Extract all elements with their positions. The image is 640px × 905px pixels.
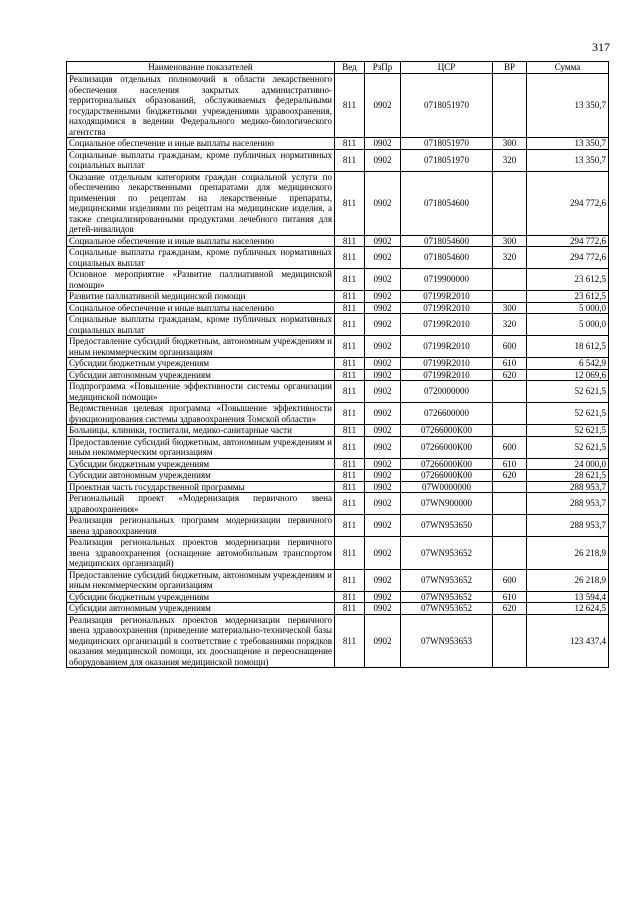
cell-rzpr: 0902 — [365, 302, 401, 314]
header-rzpr: РзПр — [365, 62, 401, 74]
cell-sum: 52 621,5 — [527, 425, 609, 437]
cell-ved: 811 — [335, 481, 365, 493]
cell-csr: 07266000К00 — [401, 470, 493, 482]
table-row — [67, 493, 609, 515]
cell-vr: 300 — [493, 235, 527, 247]
cell-rzpr: 0902 — [365, 381, 401, 403]
cell-ved: 811 — [335, 74, 365, 138]
cell-name: Субсидии автономным учреждениям — [67, 603, 335, 615]
cell-csr: 07266000К00 — [401, 425, 493, 437]
cell-sum: 294 772,6 — [527, 171, 609, 235]
cell-sum: 123 437,4 — [527, 614, 609, 668]
table-row — [67, 470, 609, 482]
cell-ved: 811 — [335, 138, 365, 150]
table-body — [67, 74, 609, 668]
table-row — [67, 369, 609, 381]
cell-ved: 811 — [335, 403, 365, 425]
cell-ved: 811 — [335, 614, 365, 668]
cell-vr: 320 — [493, 314, 527, 336]
cell-name: Социальные выплаты гражданам, кроме публичных нормативных социальных выплат — [67, 149, 335, 171]
budget-table — [66, 61, 609, 668]
table-row — [67, 436, 609, 458]
cell-vr — [493, 74, 527, 138]
cell-csr: 0720000000 — [401, 381, 493, 403]
cell-name: Проектная часть государственной программы — [67, 481, 335, 493]
cell-sum: 12 069,6 — [527, 369, 609, 381]
cell-name: Социальное обеспечение и иные выплаты населению — [67, 302, 335, 314]
table-row — [67, 403, 609, 425]
table-row — [67, 171, 609, 235]
cell-rzpr: 0902 — [365, 314, 401, 336]
cell-csr: 0718054600 — [401, 171, 493, 235]
cell-vr: 620 — [493, 470, 527, 482]
cell-vr: 620 — [493, 603, 527, 615]
cell-vr: 620 — [493, 369, 527, 381]
cell-vr: 320 — [493, 149, 527, 171]
cell-csr: 07WN953652 — [401, 591, 493, 603]
cell-ved: 811 — [335, 235, 365, 247]
cell-ved: 811 — [335, 302, 365, 314]
cell-sum: 12 624,5 — [527, 603, 609, 615]
cell-name: Предоставление субсидий бюджетным, автономным учреждениям и иным некоммерческим организациям — [67, 569, 335, 591]
table-row — [67, 149, 609, 171]
cell-rzpr: 0902 — [365, 291, 401, 303]
cell-csr: 07266000К00 — [401, 458, 493, 470]
table-row — [67, 138, 609, 150]
cell-vr: 610 — [493, 458, 527, 470]
cell-vr: 610 — [493, 358, 527, 370]
cell-ved: 811 — [335, 537, 365, 570]
cell-rzpr: 0902 — [365, 336, 401, 358]
table-row — [67, 314, 609, 336]
cell-rzpr: 0902 — [365, 458, 401, 470]
cell-sum: 28 621,5 — [527, 470, 609, 482]
cell-sum: 13 350,7 — [527, 149, 609, 171]
cell-rzpr: 0902 — [365, 603, 401, 615]
cell-csr: 07WN953650 — [401, 515, 493, 537]
header-csr: ЦСР — [401, 62, 493, 74]
cell-sum: 5 000,0 — [527, 302, 609, 314]
cell-name: Развитие паллиативной медицинской помощи — [67, 291, 335, 303]
cell-rzpr: 0902 — [365, 591, 401, 603]
cell-vr — [493, 493, 527, 515]
cell-ved: 811 — [335, 603, 365, 615]
cell-ved: 811 — [335, 569, 365, 591]
cell-name: Социальные выплаты гражданам, кроме публичных нормативных социальных выплат — [67, 314, 335, 336]
cell-ved: 811 — [335, 314, 365, 336]
cell-name: Оказание отдельным категориям граждан социальной услуги по обеспечению лекарственными препаратами для медицинского применения по рецептам на лекарственные препараты, медицинскими изделиями по рецептам на медицинские изделия, а также специализированными продуктами лечебного питания для детей-инвалидов — [67, 171, 335, 235]
cell-vr — [493, 614, 527, 668]
cell-csr: 07W0000000 — [401, 481, 493, 493]
cell-csr: 07199R2010 — [401, 314, 493, 336]
cell-csr: 0718054600 — [401, 235, 493, 247]
cell-name: Больницы, клиники, госпитали, медико-санитарные части — [67, 425, 335, 437]
cell-ved: 811 — [335, 493, 365, 515]
cell-name: Субсидии бюджетным учреждениям — [67, 358, 335, 370]
table-row — [67, 425, 609, 437]
cell-name: Реализация региональных проектов модернизации первичного звена здравоохранения (приведение материально-технической базы медицинских организаций в соответствие с требованиями порядков оказания медицинской помощи, их дооснащение и переоснащение оборудованием для оказания медицинской помощи) — [67, 614, 335, 668]
table-row — [67, 336, 609, 358]
page-number: 317 — [592, 40, 610, 54]
cell-csr: 07199R2010 — [401, 369, 493, 381]
cell-rzpr: 0902 — [365, 149, 401, 171]
cell-ved: 811 — [335, 436, 365, 458]
cell-rzpr: 0902 — [365, 74, 401, 138]
cell-rzpr: 0902 — [365, 470, 401, 482]
cell-vr — [493, 425, 527, 437]
table-row — [67, 537, 609, 570]
cell-name: Социальное обеспечение и иные выплаты населению — [67, 235, 335, 247]
cell-vr: 320 — [493, 247, 527, 269]
cell-sum: 52 621,5 — [527, 436, 609, 458]
cell-sum: 23 612,5 — [527, 291, 609, 303]
cell-csr: 07WN953652 — [401, 603, 493, 615]
cell-rzpr: 0902 — [365, 425, 401, 437]
cell-vr — [493, 403, 527, 425]
header-name: Наименование показателей — [67, 62, 335, 74]
cell-csr: 0719900000 — [401, 269, 493, 291]
table-row — [67, 481, 609, 493]
cell-vr — [493, 537, 527, 570]
cell-csr: 07WN953652 — [401, 569, 493, 591]
header-vr: ВР — [493, 62, 527, 74]
cell-rzpr: 0902 — [365, 247, 401, 269]
cell-sum: 13 350,7 — [527, 138, 609, 150]
cell-csr: 07WN953652 — [401, 537, 493, 570]
table-row — [67, 614, 609, 668]
cell-ved: 811 — [335, 425, 365, 437]
cell-ved: 811 — [335, 591, 365, 603]
header-ved: Вед — [335, 62, 365, 74]
cell-vr: 300 — [493, 138, 527, 150]
cell-sum: 24 000,0 — [527, 458, 609, 470]
cell-sum: 13 350,7 — [527, 74, 609, 138]
cell-ved: 811 — [335, 336, 365, 358]
cell-csr: 0718051970 — [401, 149, 493, 171]
cell-rzpr: 0902 — [365, 235, 401, 247]
cell-name: Предоставление субсидий бюджетным, автономным учреждениям и иным некоммерческим организациям — [67, 336, 335, 358]
cell-csr: 07199R2010 — [401, 336, 493, 358]
cell-ved: 811 — [335, 515, 365, 537]
cell-rzpr: 0902 — [365, 537, 401, 570]
cell-rzpr: 0902 — [365, 614, 401, 668]
cell-rzpr: 0902 — [365, 269, 401, 291]
cell-csr: 07WN953653 — [401, 614, 493, 668]
cell-rzpr: 0902 — [365, 369, 401, 381]
cell-vr: 600 — [493, 436, 527, 458]
cell-rzpr: 0902 — [365, 358, 401, 370]
table-row — [67, 515, 609, 537]
table-row — [67, 74, 609, 138]
table-row — [67, 381, 609, 403]
cell-rzpr: 0902 — [365, 138, 401, 150]
header-sum: Сумма — [527, 62, 609, 74]
cell-csr: 0718051970 — [401, 138, 493, 150]
cell-csr: 07199R2010 — [401, 302, 493, 314]
table-header-row — [67, 62, 609, 74]
cell-csr: 0726600000 — [401, 403, 493, 425]
cell-name: Социальное обеспечение и иные выплаты населению — [67, 138, 335, 150]
cell-name: Субсидии автономным учреждениям — [67, 470, 335, 482]
cell-sum: 294 772,6 — [527, 235, 609, 247]
cell-rzpr: 0902 — [365, 171, 401, 235]
cell-ved: 811 — [335, 458, 365, 470]
table-row — [67, 269, 609, 291]
cell-name: Предоставление субсидий бюджетным, автономным учреждениям и иным некоммерческим организациям — [67, 436, 335, 458]
cell-name: Субсидии автономным учреждениям — [67, 369, 335, 381]
cell-sum: 288 953,7 — [527, 493, 609, 515]
cell-csr: 07199R2010 — [401, 291, 493, 303]
cell-sum: 13 594,4 — [527, 591, 609, 603]
cell-sum: 18 612,5 — [527, 336, 609, 358]
table-row — [67, 291, 609, 303]
cell-name: Реализация региональных проектов модернизации первичного звена здравоохранения (оснащение автомобильным транспортом медицинских организаций) — [67, 537, 335, 570]
cell-name: Реализация региональных программ модернизации первичного звена здравоохранения — [67, 515, 335, 537]
cell-rzpr: 0902 — [365, 481, 401, 493]
cell-sum: 6 542,9 — [527, 358, 609, 370]
table-row — [67, 358, 609, 370]
cell-ved: 811 — [335, 470, 365, 482]
cell-ved: 811 — [335, 269, 365, 291]
table-row — [67, 591, 609, 603]
table-row — [67, 235, 609, 247]
cell-vr — [493, 381, 527, 403]
cell-csr: 07199R2010 — [401, 358, 493, 370]
cell-sum: 23 612,5 — [527, 269, 609, 291]
cell-csr: 07WN900000 — [401, 493, 493, 515]
table-row — [67, 603, 609, 615]
cell-vr: 610 — [493, 591, 527, 603]
cell-name: Основное мероприятие «Развитие паллиативной медицинской помощи» — [67, 269, 335, 291]
cell-sum: 288 953,7 — [527, 481, 609, 493]
cell-vr: 300 — [493, 302, 527, 314]
cell-vr — [493, 291, 527, 303]
cell-name: Реализация отдельных полномочий в области лекарственного обеспечения населения закрытых административно-территориальных образований, обслуживаемых федеральными государственными бюджетными учреждениями здравоохранения, находящимися в ведении Федерального медико-биологического агентства — [67, 74, 335, 138]
cell-ved: 811 — [335, 171, 365, 235]
cell-vr — [493, 269, 527, 291]
cell-rzpr: 0902 — [365, 569, 401, 591]
cell-sum: 5 000,0 — [527, 314, 609, 336]
table-row — [67, 247, 609, 269]
cell-ved: 811 — [335, 358, 365, 370]
cell-name: Субсидии бюджетным учреждениям — [67, 458, 335, 470]
cell-name: Субсидии бюджетным учреждениям — [67, 591, 335, 603]
cell-vr: 600 — [493, 336, 527, 358]
cell-csr: 0718054600 — [401, 247, 493, 269]
cell-vr: 600 — [493, 569, 527, 591]
cell-sum: 52 621,5 — [527, 403, 609, 425]
cell-vr — [493, 481, 527, 493]
cell-sum: 294 772,6 — [527, 247, 609, 269]
cell-name: Ведомственная целевая программа «Повышение эффективности функционирования системы здравоохранения Томской области» — [67, 403, 335, 425]
cell-rzpr: 0902 — [365, 515, 401, 537]
cell-sum: 26 218,9 — [527, 569, 609, 591]
cell-name: Региональный проект «Модернизация первичного звена здравоохранения» — [67, 493, 335, 515]
cell-ved: 811 — [335, 149, 365, 171]
table-row — [67, 458, 609, 470]
cell-ved: 811 — [335, 369, 365, 381]
cell-vr — [493, 515, 527, 537]
cell-ved: 811 — [335, 381, 365, 403]
cell-sum: 26 218,9 — [527, 537, 609, 570]
cell-csr: 07266000К00 — [401, 436, 493, 458]
table-row — [67, 302, 609, 314]
cell-rzpr: 0902 — [365, 493, 401, 515]
cell-vr — [493, 171, 527, 235]
cell-name: Социальные выплаты гражданам, кроме публичных нормативных социальных выплат — [67, 247, 335, 269]
cell-ved: 811 — [335, 291, 365, 303]
cell-rzpr: 0902 — [365, 403, 401, 425]
table-row — [67, 569, 609, 591]
cell-ved: 811 — [335, 247, 365, 269]
cell-name: Подпрограмма «Повышение эффективности системы организации медицинской помощи» — [67, 381, 335, 403]
cell-rzpr: 0902 — [365, 436, 401, 458]
cell-sum: 288 953,7 — [527, 515, 609, 537]
cell-csr: 0718051970 — [401, 74, 493, 138]
cell-sum: 52 621,5 — [527, 381, 609, 403]
